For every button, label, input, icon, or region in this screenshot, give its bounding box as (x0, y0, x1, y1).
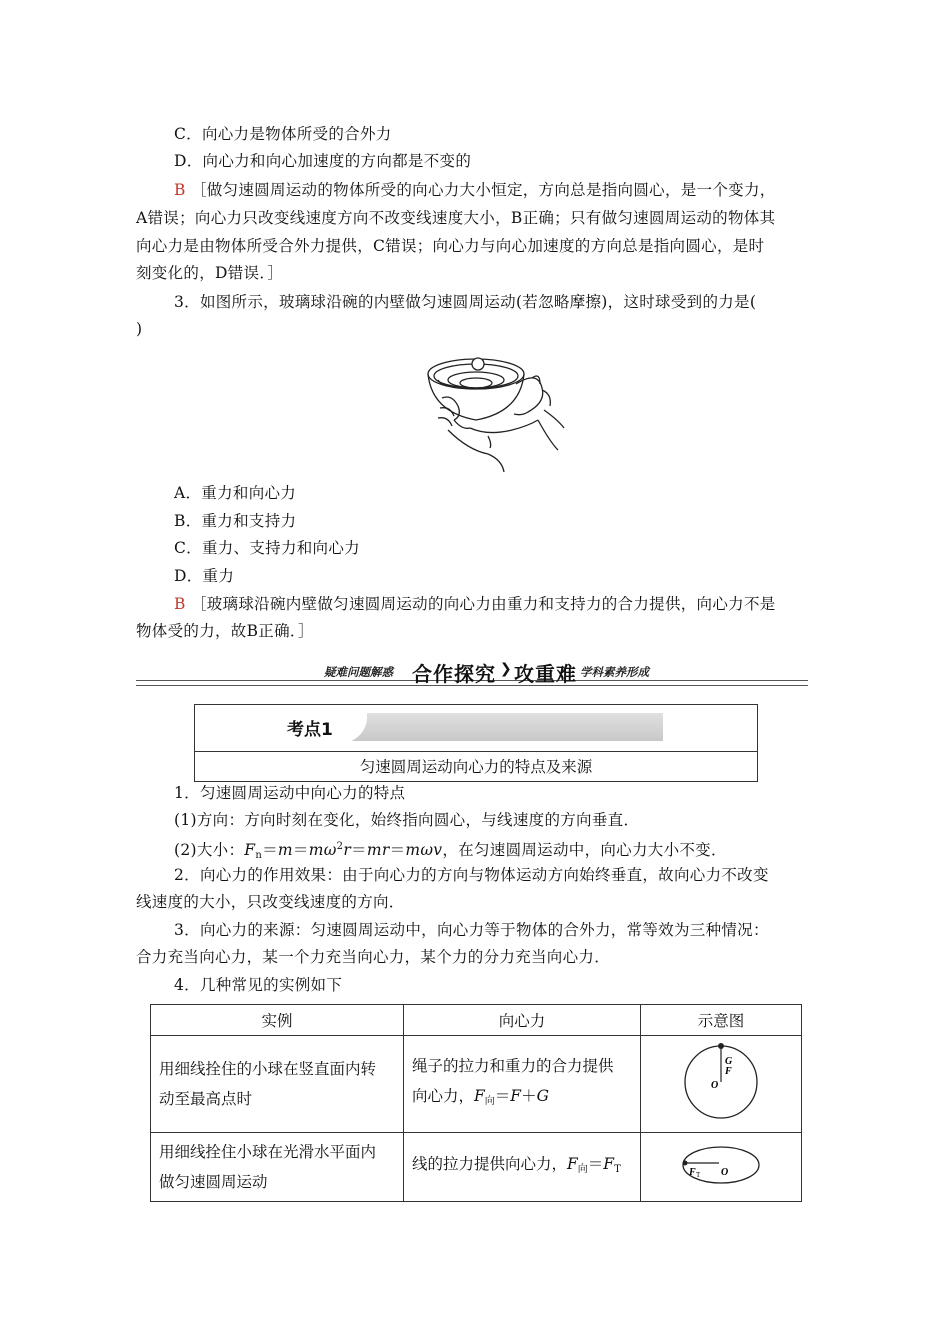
svg-text:T: T (696, 1171, 701, 1179)
q3-option-a: A．重力和向心力 (174, 484, 297, 502)
point-4: 4．几种常见的实例如下 (174, 976, 343, 994)
kaodian-tag-label: 考点1 (287, 720, 333, 740)
q3-explanation-line2: 物体受的力，故B正确．］ (136, 622, 314, 640)
kaodian-header-bar (287, 713, 663, 741)
q2-explanation-line4: 刻变化的，D错误．］ (136, 264, 284, 282)
vertical-circle-diagram (641, 1036, 801, 1128)
q3-answer: B (174, 595, 186, 613)
q3-option-d: D．重力 (174, 567, 235, 585)
point-3-line2: 合力充当向心力，某一个力充当向心力，某个力的分力充当向心力． (136, 948, 611, 966)
table-header-row (151, 1005, 802, 1036)
row1-example: 用细线拴住的小球在竖直面内转 动至最高点时 (151, 1036, 404, 1133)
bowl-hand-figure (418, 350, 568, 472)
point-2-line2: 线速度的大小，只改变线速度的方向． (136, 893, 405, 911)
q2-option-c: C．向心力是物体所受的合外力 (174, 125, 392, 143)
point-1-magnitude: (2)大小：$F_n=m=m\omega^2r=mr=m\omega v$，在匀速圆周运动中，向心力大小不变． (174, 841, 727, 861)
banner-arrow-icon: ❯ (500, 661, 513, 677)
table-row (151, 1133, 802, 1202)
q3-option-b: B．重力和支持力 (174, 512, 297, 530)
point-2-line1: 2．向心力的作用效果：由于向心力的方向与物体运动方向始终垂直，故向心力不改变 (174, 866, 769, 884)
table-header-force: 向心力 (404, 1005, 641, 1036)
q2-answer: B (174, 181, 186, 199)
row2-force: 线的拉力提供向心力，$F_向=F_T$ (404, 1133, 641, 1202)
horizontal-circle-diagram (641, 1137, 801, 1193)
section-banner (136, 658, 808, 688)
svg-text:F: F (689, 1167, 696, 1178)
banner-right-text: 学科素养形成 (580, 665, 649, 679)
q2-explanation-line3: 向心力是由物体所受合外力提供，C错误；向心力与向心加速度的方向总是指向圆心，是时 (136, 237, 765, 255)
q3-explanation-line1: B ［玻璃球沿碗内壁做匀速圆周运动的向心力由重力和支持力的合力提供，向心力不是 (174, 595, 776, 613)
banner-title2: 攻重难 (514, 662, 577, 686)
table-header-diagram: 示意图 (641, 1005, 802, 1036)
kaodian-box (194, 704, 758, 782)
row1-diagram (641, 1036, 802, 1133)
banner-title: 合作探究 (412, 662, 496, 686)
q3-stem-paren: ) (136, 320, 143, 338)
table-row (151, 1036, 802, 1133)
row2-example: 用细线拴住小球在光滑水平面内 做匀速圆周运动 (151, 1133, 404, 1202)
q2-option-d: D．向心力和向心加速度的方向都是不变的 (174, 152, 472, 170)
row2-diagram (641, 1133, 802, 1202)
svg-text:F: F (725, 1066, 732, 1077)
kaodian-title: 匀速圆周运动向心力的特点及来源 (359, 758, 593, 776)
row1-force: 绳子的拉力和重力的合力提供 向心力，$F_向=F+G$ (404, 1036, 641, 1133)
svg-text:O: O (711, 1080, 719, 1091)
table-header-example: 实例 (151, 1005, 404, 1036)
point-1: 1．匀速圆周运动中向心力的特点 (174, 784, 406, 802)
point-1-direction: (1)方向：方向时刻在变化，始终指向圆心，与线速度的方向垂直． (174, 811, 640, 829)
q2-explanation-line1: B ［做匀速圆周运动的物体所受的向心力大小恒定，方向总是指向圆心，是一个变力， (174, 181, 776, 199)
examples-table (150, 1004, 802, 1202)
q2-explanation-line2: A错误；向心力只改变线速度方向不改变线速度大小，B正确；只有做匀速圆周运动的物体其 (136, 209, 776, 227)
svg-text:G: G (725, 1056, 733, 1067)
svg-text:O: O (721, 1167, 729, 1178)
kaodian-tag (283, 709, 367, 743)
point-3-line1: 3．向心力的来源：匀速圆周运动中，向心力等于物体的合外力，常等效为三种情况： (174, 921, 769, 939)
banner-left-text: 疑难问题解惑 (324, 665, 393, 679)
q3-option-c: C．重力、支持力和向心力 (174, 539, 360, 557)
q3-stem: 3．如图所示，玻璃球沿碗的内壁做匀速圆周运动(若忽略摩擦)，这时球受到的力是( (174, 293, 757, 311)
